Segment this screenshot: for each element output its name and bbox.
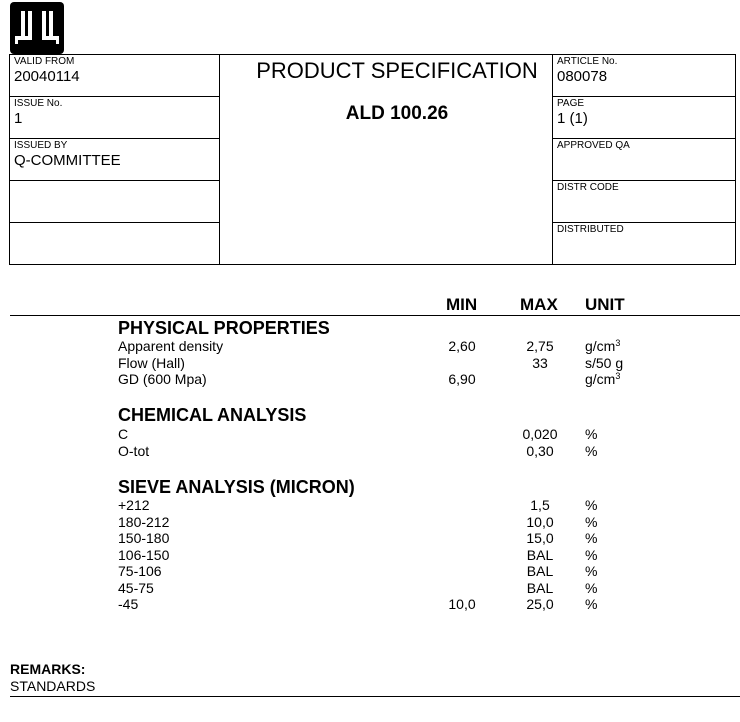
max-value: 15,0 — [526, 530, 554, 546]
spec-row — [0, 547, 740, 564]
spec-row — [0, 580, 740, 597]
property-name: 75-106 — [118, 563, 162, 579]
spec-header-box — [9, 54, 736, 265]
remarks-label: REMARKS: — [10, 661, 86, 677]
unit-value — [585, 371, 620, 388]
max-value: 33 — [532, 355, 548, 371]
valid-from-label: VALID FROM — [14, 56, 75, 67]
property-name: 106-150 — [118, 547, 170, 563]
unit-text: g/cm — [585, 371, 616, 387]
article-no-cell — [553, 55, 735, 97]
approved-qa-label: APPROVED QA — [557, 140, 630, 151]
article-no-value: 080078 — [557, 68, 608, 85]
product-code: ALD 100.26 — [345, 103, 449, 124]
unit-value: % — [585, 497, 598, 513]
company-logo — [10, 2, 64, 54]
column-header-divider — [10, 315, 740, 316]
min-value: 10,0 — [448, 596, 476, 612]
valid-from-cell — [10, 55, 219, 97]
unit-text: s/50 g — [585, 355, 624, 371]
issued-by-label: ISSUED BY — [14, 140, 68, 151]
min-value: 2,60 — [448, 338, 476, 354]
spec-row — [0, 426, 740, 443]
max-value: 1,5 — [530, 497, 550, 513]
header-left-column — [10, 55, 220, 264]
property-name: Flow (Hall) — [118, 355, 185, 371]
blank-cell-2 — [10, 223, 219, 264]
max-value: 25,0 — [526, 596, 554, 612]
document-title: PRODUCT SPECIFICATION — [256, 58, 538, 83]
max-value: BAL — [526, 563, 554, 579]
max-value: 0,020 — [522, 426, 558, 442]
approved-qa-cell — [553, 139, 735, 181]
footer-divider — [10, 696, 740, 697]
property-name: 180-212 — [118, 514, 170, 530]
remarks-value: STANDARDS — [10, 678, 96, 694]
min-value: 6,90 — [448, 371, 476, 387]
spec-row — [0, 371, 740, 388]
spec-row — [0, 596, 740, 613]
section-title-sieve: SIEVE ANALYSIS (MICRON) — [118, 477, 355, 497]
spec-row — [0, 355, 740, 372]
distributed-cell — [553, 223, 735, 264]
spec-row — [0, 530, 740, 547]
column-header-unit: UNIT — [585, 295, 625, 314]
distr-code-cell — [553, 181, 735, 223]
unit-value: % — [585, 514, 598, 530]
page-label: PAGE — [557, 98, 585, 109]
issue-no-value: 1 — [14, 110, 23, 127]
spec-row — [0, 563, 740, 580]
max-value: 2,75 — [526, 338, 554, 354]
property-name: 150-180 — [118, 530, 170, 546]
property-name: 45-75 — [118, 580, 154, 596]
section-title-physical: PHYSICAL PROPERTIES — [118, 318, 330, 338]
distr-code-label: DISTR CODE — [557, 182, 619, 193]
issued-by-cell — [10, 139, 219, 181]
unit-value: % — [585, 596, 598, 612]
spec-row — [0, 338, 740, 355]
unit-superscript: 3 — [615, 338, 621, 348]
property-name: -45 — [118, 596, 139, 612]
spec-row — [0, 443, 740, 460]
blank-cell-1 — [10, 181, 219, 223]
spec-row — [0, 497, 740, 514]
page-value: 1 (1) — [557, 110, 588, 127]
property-name: GD (600 Mpa) — [118, 371, 207, 387]
max-value: BAL — [526, 580, 554, 596]
property-name: C — [118, 426, 129, 442]
column-header-min: MIN — [446, 295, 478, 314]
valid-from-value: 20040114 — [14, 68, 80, 85]
section-title-chemical: CHEMICAL ANALYSIS — [118, 405, 307, 425]
page-cell — [553, 97, 735, 139]
unit-value: % — [585, 530, 598, 546]
unit-value — [585, 338, 620, 355]
unit-value: % — [585, 580, 598, 596]
issued-by-value: Q-COMMITTEE — [14, 152, 121, 169]
max-value: 0,30 — [526, 443, 554, 459]
unit-text: g/cm — [585, 338, 616, 354]
property-name: O-tot — [118, 443, 150, 459]
unit-value: % — [585, 426, 598, 442]
spec-row — [0, 514, 740, 531]
max-value: 10,0 — [526, 514, 554, 530]
column-header-max: MAX — [520, 295, 558, 314]
max-value: BAL — [526, 547, 554, 563]
unit-value — [585, 355, 623, 372]
unit-value: % — [585, 563, 598, 579]
unit-value: % — [585, 547, 598, 563]
header-right-column — [552, 55, 735, 264]
issue-no-cell — [10, 97, 219, 139]
issue-no-label: ISSUE No. — [14, 98, 63, 109]
article-no-label: ARTICLE No. — [557, 56, 618, 67]
property-name: +212 — [118, 497, 150, 513]
unit-value: % — [585, 443, 598, 459]
property-name: Apparent density — [118, 338, 224, 354]
unit-superscript: 3 — [615, 371, 621, 381]
distributed-label: DISTRIBUTED — [557, 224, 624, 235]
